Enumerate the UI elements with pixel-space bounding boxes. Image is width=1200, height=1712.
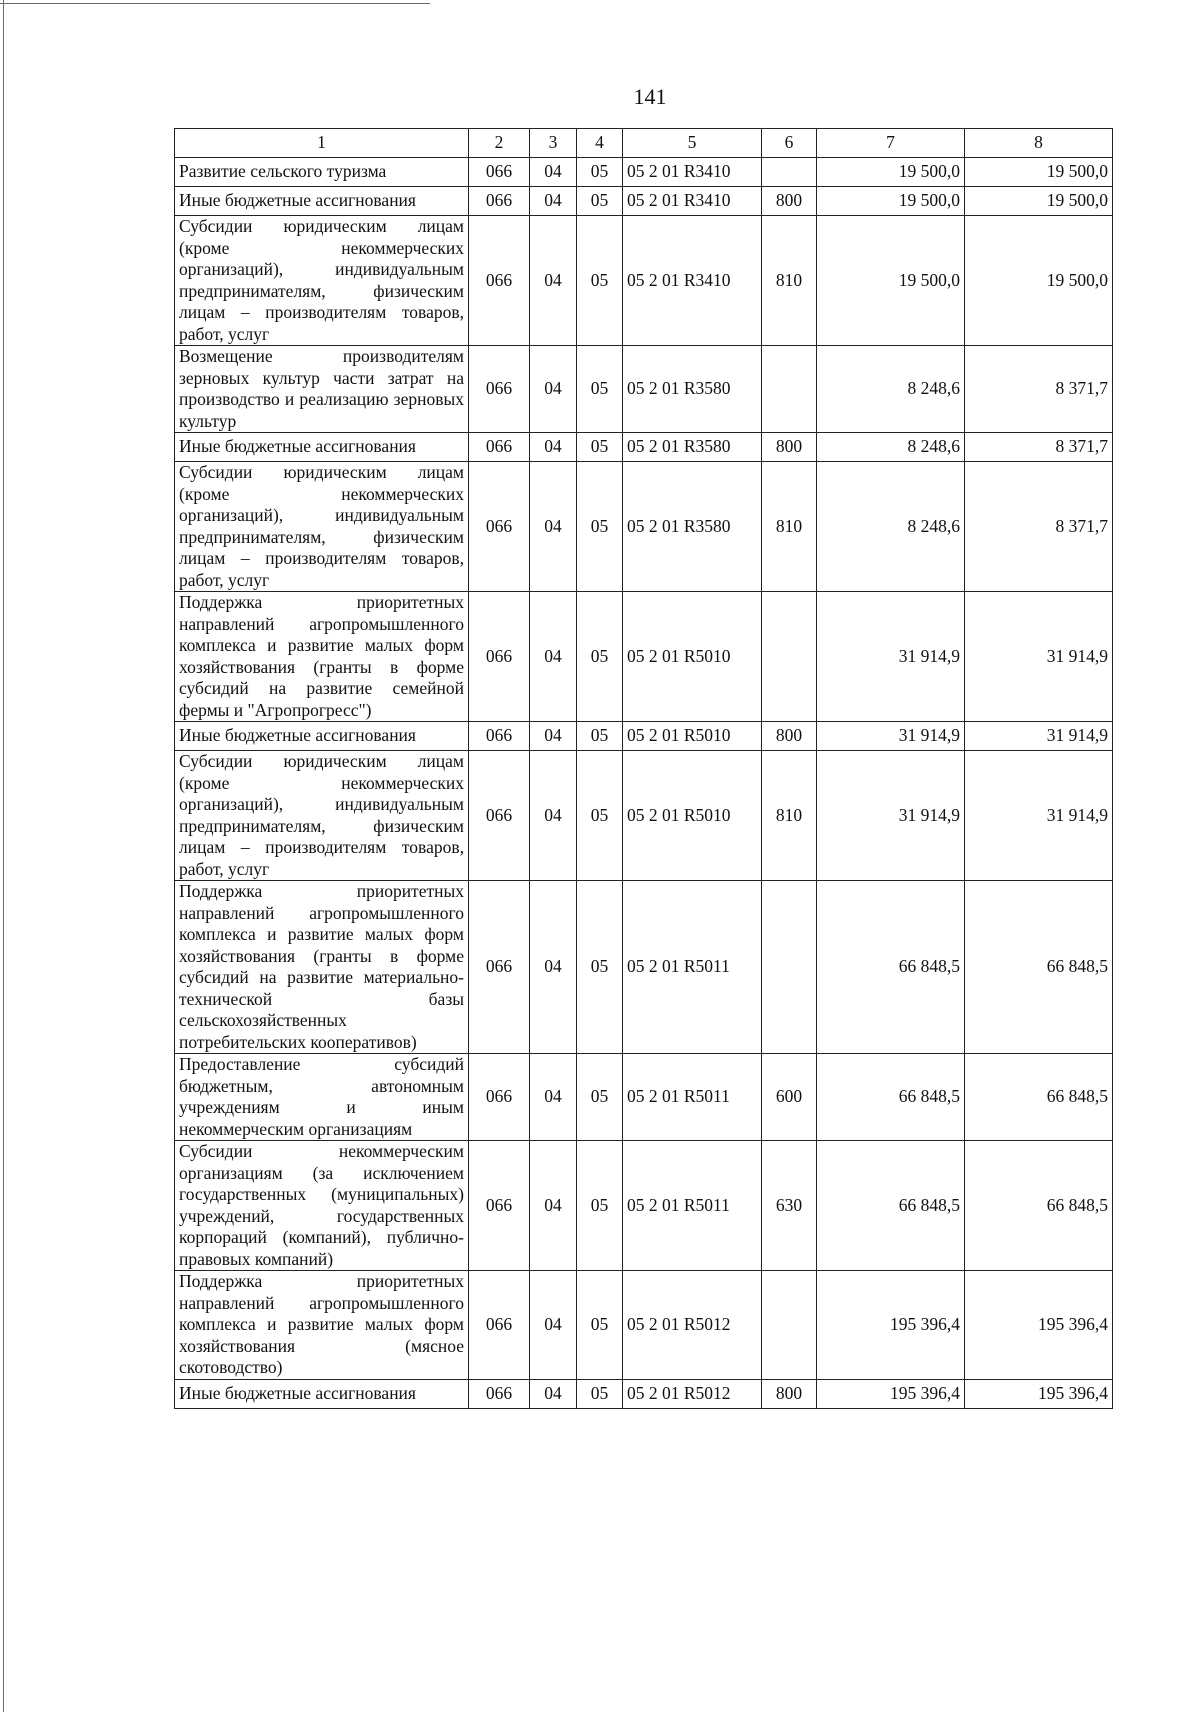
amount-col-8: 66 848,5 [965,881,1113,1054]
ministry-code: 066 [469,1054,530,1141]
table-row [175,1379,1113,1408]
expense-type-code: 630 [762,1141,817,1271]
row-name: Субсидии юридическим лицам (кроме некоммерческих организаций), индивидуальным предпринимателям, физическим лицам – производителям товаров, работ, услуг [175,751,469,881]
expense-type-code: 810 [762,216,817,346]
header-col-1: 1 [175,129,469,158]
section-code: 04 [530,158,577,187]
expense-type-code [762,158,817,187]
table-row [175,346,1113,433]
subsection-code: 05 [577,1271,623,1380]
ministry-code: 066 [469,751,530,881]
target-article-code: 05 2 01 R5011 [623,1141,762,1271]
ministry-code: 066 [469,881,530,1054]
section-code: 04 [530,1379,577,1408]
amount-col-7: 66 848,5 [817,1054,965,1141]
expense-type-code [762,1271,817,1380]
amount-col-7: 195 396,4 [817,1379,965,1408]
ministry-code: 066 [469,433,530,462]
amount-col-8: 8 371,7 [965,462,1113,592]
row-name: Субсидии юридическим лицам (кроме некоммерческих организаций), индивидуальным предпринимателям, физическим лицам – производителям товаров, работ, услуг [175,462,469,592]
expense-type-code: 800 [762,722,817,751]
expense-type-code: 800 [762,187,817,216]
table-row [175,592,1113,722]
row-name: Поддержка приоритетных направлений агропромышленного комплекса и развитие малых форм хозяйствования (гранты в форме субсидий на развитие материально-технической базы сельскохозяйственных потребительских кооперативов) [175,881,469,1054]
amount-col-8: 19 500,0 [965,158,1113,187]
target-article-code: 05 2 01 R3580 [623,346,762,433]
amount-col-7: 19 500,0 [817,158,965,187]
subsection-code: 05 [577,722,623,751]
row-name: Поддержка приоритетных направлений агропромышленного комплекса и развитие малых форм хозяйствования (гранты в форме субсидий на развитие семейной фермы и "Агропрогресс") [175,592,469,722]
expense-type-code: 800 [762,433,817,462]
section-code: 04 [530,1271,577,1380]
section-code: 04 [530,1054,577,1141]
subsection-code: 05 [577,1054,623,1141]
target-article-code: 05 2 01 R3580 [623,433,762,462]
amount-col-8: 31 914,9 [965,751,1113,881]
table-row [175,1271,1113,1380]
ministry-code: 066 [469,346,530,433]
target-article-code: 05 2 01 R5011 [623,1054,762,1141]
table-row [175,158,1113,187]
subsection-code: 05 [577,462,623,592]
target-article-code: 05 2 01 R5012 [623,1271,762,1380]
amount-col-7: 31 914,9 [817,592,965,722]
subsection-code: 05 [577,881,623,1054]
row-name: Поддержка приоритетных направлений агропромышленного комплекса и развитие малых форм хозяйствования (мясное скотоводство) [175,1271,469,1380]
header-row [175,129,1113,158]
section-code: 04 [530,462,577,592]
amount-col-7: 31 914,9 [817,751,965,881]
table-row [175,1054,1113,1141]
header-col-6: 6 [762,129,817,158]
row-name: Иные бюджетные ассигнования [175,722,469,751]
header-col-2: 2 [469,129,530,158]
header-col-3: 3 [530,129,577,158]
ministry-code: 066 [469,1141,530,1271]
table-row [175,433,1113,462]
row-name: Иные бюджетные ассигнования [175,1379,469,1408]
target-article-code: 05 2 01 R5010 [623,751,762,881]
ministry-code: 066 [469,592,530,722]
section-code: 04 [530,433,577,462]
amount-col-8: 31 914,9 [965,722,1113,751]
ministry-code: 066 [469,1379,530,1408]
amount-col-7: 8 248,6 [817,433,965,462]
section-code: 04 [530,881,577,1054]
expense-type-code: 800 [762,1379,817,1408]
amount-col-8: 195 396,4 [965,1271,1113,1380]
subsection-code: 05 [577,1379,623,1408]
amount-col-7: 19 500,0 [817,187,965,216]
table-row [175,1141,1113,1271]
subsection-code: 05 [577,751,623,881]
row-name: Возмещение производителям зерновых культур части затрат на производство и реализацию зерновых культур [175,346,469,433]
scan-edge-left [3,0,4,1712]
expense-type-code: 810 [762,462,817,592]
subsection-code: 05 [577,1141,623,1271]
table-row [175,216,1113,346]
expense-type-code [762,346,817,433]
ministry-code: 066 [469,722,530,751]
amount-col-7: 195 396,4 [817,1271,965,1380]
section-code: 04 [530,346,577,433]
subsection-code: 05 [577,187,623,216]
ministry-code: 066 [469,158,530,187]
subsection-code: 05 [577,346,623,433]
subsection-code: 05 [577,433,623,462]
amount-col-7: 8 248,6 [817,462,965,592]
amount-col-7: 8 248,6 [817,346,965,433]
section-code: 04 [530,1141,577,1271]
expense-type-code [762,881,817,1054]
row-name: Иные бюджетные ассигнования [175,187,469,216]
expense-type-code: 600 [762,1054,817,1141]
header-col-5: 5 [623,129,762,158]
scan-edge-top [0,3,430,4]
target-article-code: 05 2 01 R5012 [623,1379,762,1408]
row-name: Субсидии некоммерческим организациям (за исключением государственных (муниципальных) учреждений, государственных корпораций (компаний), публично-правовых компаний) [175,1141,469,1271]
row-name: Субсидии юридическим лицам (кроме некоммерческих организаций), индивидуальным предпринимателям, физическим лицам – производителям товаров, работ, услуг [175,216,469,346]
section-code: 04 [530,751,577,881]
expense-type-code: 810 [762,751,817,881]
amount-col-7: 31 914,9 [817,722,965,751]
amount-col-7: 19 500,0 [817,216,965,346]
header-col-8: 8 [965,129,1113,158]
table-row [175,187,1113,216]
section-code: 04 [530,722,577,751]
table-row [175,462,1113,592]
row-name: Иные бюджетные ассигнования [175,433,469,462]
amount-col-8: 8 371,7 [965,433,1113,462]
amount-col-8: 66 848,5 [965,1054,1113,1141]
subsection-code: 05 [577,592,623,722]
amount-col-8: 8 371,7 [965,346,1113,433]
section-code: 04 [530,216,577,346]
row-name: Предоставление субсидий бюджетным, автономным учреждениям и иным некоммерческим организациям [175,1054,469,1141]
ministry-code: 066 [469,187,530,216]
expense-type-code [762,592,817,722]
amount-col-8: 195 396,4 [965,1379,1113,1408]
table-row [175,751,1113,881]
target-article-code: 05 2 01 R3580 [623,462,762,592]
amount-col-7: 66 848,5 [817,1141,965,1271]
subsection-code: 05 [577,158,623,187]
target-article-code: 05 2 01 R5011 [623,881,762,1054]
budget-table [174,128,1113,1409]
amount-col-7: 66 848,5 [817,881,965,1054]
ministry-code: 066 [469,462,530,592]
table-row [175,881,1113,1054]
amount-col-8: 19 500,0 [965,216,1113,346]
ministry-code: 066 [469,1271,530,1380]
amount-col-8: 31 914,9 [965,592,1113,722]
ministry-code: 066 [469,216,530,346]
row-name: Развитие сельского туризма [175,158,469,187]
table-row [175,722,1113,751]
subsection-code: 05 [577,216,623,346]
target-article-code: 05 2 01 R3410 [623,158,762,187]
header-col-7: 7 [817,129,965,158]
target-article-code: 05 2 01 R3410 [623,187,762,216]
section-code: 04 [530,592,577,722]
target-article-code: 05 2 01 R5010 [623,592,762,722]
target-article-code: 05 2 01 R5010 [623,722,762,751]
section-code: 04 [530,187,577,216]
page-number: 141 [633,84,667,109]
header-col-4: 4 [577,129,623,158]
amount-col-8: 66 848,5 [965,1141,1113,1271]
target-article-code: 05 2 01 R3410 [623,216,762,346]
amount-col-8: 19 500,0 [965,187,1113,216]
